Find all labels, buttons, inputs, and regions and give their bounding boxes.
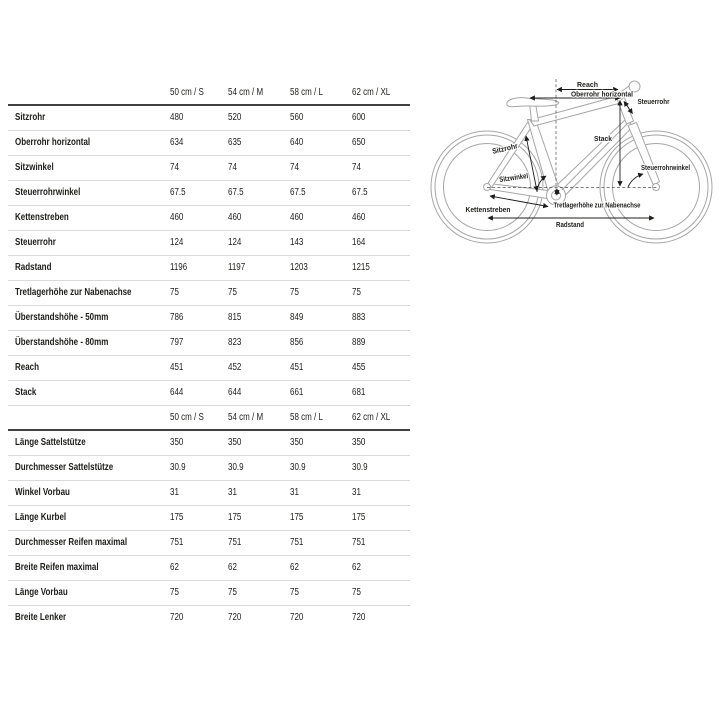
diagram-label-kettenstreben: Kettenstreben [465, 205, 511, 214]
spec-row [8, 430, 410, 455]
spec-row [8, 355, 410, 380]
spec-label: Überstandshöhe - 80mm [8, 330, 170, 355]
diagram-label-sitzwinkel: Sitzwinkel [498, 170, 536, 184]
spec-value: 175 [290, 505, 352, 530]
spec-value: 30.9 [228, 455, 290, 480]
size-header-cell: 58 cm / L [290, 80, 352, 105]
spec-value: 460 [228, 205, 290, 230]
spec-label: Überstandshöhe - 50mm [8, 305, 170, 330]
spec-value: 31 [228, 480, 290, 505]
spec-value: 635 [228, 130, 290, 155]
geometry-table [8, 80, 410, 630]
spec-row [8, 280, 410, 305]
spec-row [8, 230, 410, 255]
spec-row [8, 180, 410, 205]
spec-value: 75 [352, 580, 410, 605]
size-header-row [8, 80, 410, 105]
spec-value: 720 [352, 612, 366, 624]
spec-row [8, 455, 410, 480]
spec-value: 74 [170, 155, 228, 180]
spec-label: Steuerrohrwinkel [8, 180, 170, 205]
headtube [617, 95, 634, 124]
spec-value: 74 [228, 155, 290, 180]
size-header-row [8, 405, 410, 430]
bike-geometry-diagram [430, 60, 720, 250]
spec-row [8, 205, 410, 230]
spec-label: Radstand [8, 255, 170, 280]
diagram-label-stack: Stack [594, 134, 613, 143]
spec-value: 67.5 [290, 180, 352, 205]
size-header-cell: 62 cm / XL [352, 80, 410, 105]
spec-value: 75 [290, 580, 352, 605]
spec-label: Sitzwinkel [8, 155, 170, 180]
spec-value: 350 [352, 430, 410, 455]
spec-label: Kettenstreben [8, 205, 170, 230]
spec-value: 62 [170, 555, 228, 580]
spec-label: Breite Reifen maximal [8, 555, 170, 580]
spec-label: Sitzrohr [8, 105, 170, 130]
spec-value: 1203 [290, 255, 352, 280]
spec-value: 164 [352, 230, 410, 255]
size-header-cell: 62 cm / XL [352, 405, 410, 430]
size-header-cell: 50 cm / S [170, 405, 228, 430]
diagram-label-steuerrohrwinkel: Steuerrohrwinkel [641, 163, 690, 172]
spec-value: 751 [290, 530, 352, 555]
spec-value: 75 [290, 280, 352, 305]
spec-value: 31 [290, 480, 352, 505]
spec-label: Stack [8, 380, 170, 405]
spec-value: 62 [352, 555, 410, 580]
spec-row [8, 530, 410, 555]
spec-value: 75 [170, 580, 228, 605]
spec-value: 650 [352, 130, 410, 155]
spec-value: 175 [228, 505, 290, 530]
spec-value: 74 [352, 155, 410, 180]
spec-value: 31 [352, 480, 410, 505]
diagram-label-tretlagerhoehe: Tretlagerhöhe zur Nabenachse [553, 200, 641, 210]
spec-value: 460 [352, 205, 410, 230]
diagram-label-oberrohr: Oberrohr horizontal [571, 89, 633, 99]
size-header-empty-cell [8, 405, 170, 430]
spec-row [8, 380, 410, 405]
spec-row [8, 105, 410, 130]
spec-row [8, 505, 410, 530]
spec-row [8, 605, 410, 630]
spec-value: 451 [290, 355, 352, 380]
geometry-table-body [8, 80, 410, 630]
spec-row [8, 130, 410, 155]
diagram-label-radstand: Radstand [556, 220, 585, 229]
spec-label: Steuerrohr [8, 230, 170, 255]
spec-value: 124 [170, 230, 228, 255]
steuerrohrwinkel-arc [628, 174, 643, 187]
size-header-cell: 54 cm / M [228, 405, 290, 430]
spec-label: Länge Vorbau [8, 580, 170, 605]
spec-value: 661 [290, 380, 352, 405]
diagram-label-sitzrohr: Sitzrohr [491, 140, 521, 156]
spec-value: 460 [290, 205, 352, 230]
spec-value: 67.5 [228, 180, 290, 205]
spec-row [8, 255, 410, 280]
bb-axle [552, 191, 561, 200]
spec-label: Tretlagerhöhe zur Nabenachse [8, 280, 170, 305]
spec-value: 889 [352, 330, 410, 355]
size-header-cell: 54 cm / M [228, 80, 290, 105]
spec-label: Länge Kurbel [8, 505, 170, 530]
spec-value: 350 [228, 430, 290, 455]
spec-value: 175 [170, 505, 228, 530]
spec-value: 720 [170, 612, 184, 624]
front-hub [653, 184, 660, 191]
spec-value: 640 [290, 130, 352, 155]
spec-label: Durchmesser Reifen maximal [8, 530, 170, 555]
spec-value: 823 [228, 330, 290, 355]
spec-value: 75 [228, 580, 290, 605]
spec-value: 452 [228, 355, 290, 380]
spec-value: 1215 [352, 255, 410, 280]
spec-value: 350 [290, 430, 352, 455]
spec-value: 1196 [170, 255, 228, 280]
spec-row [8, 480, 410, 505]
spec-label: Oberrohr horizontal [8, 130, 170, 155]
spec-value: 751 [352, 530, 410, 555]
spec-value: 75 [228, 280, 290, 305]
spec-row [8, 555, 410, 580]
spec-row [8, 330, 410, 355]
spec-value: 644 [170, 380, 228, 405]
spec-value: 1197 [228, 255, 290, 280]
spec-value: 62 [290, 555, 352, 580]
spec-value: 560 [290, 105, 352, 130]
spec-value: 30.9 [170, 455, 228, 480]
spec-value: 751 [228, 530, 290, 555]
spec-value: 681 [352, 380, 410, 405]
diagram-label-steuerrohr: Steuerrohr [637, 97, 670, 106]
saddle [507, 98, 559, 107]
spec-value: 124 [228, 230, 290, 255]
seattube [528, 120, 561, 197]
spec-label: Winkel Vorbau [8, 480, 170, 505]
spec-row [8, 305, 410, 330]
spec-label: Reach [8, 355, 170, 380]
bike-frame-drawing [431, 81, 712, 243]
spec-value: 67.5 [352, 180, 410, 205]
spec-label: Länge Sattelstütze [8, 430, 170, 455]
spec-value: 74 [290, 155, 352, 180]
spec-value: 815 [228, 305, 290, 330]
spec-value: 30.9 [352, 455, 410, 480]
chainstay-tube [489, 184, 551, 200]
spec-value: 62 [228, 555, 290, 580]
spec-value: 30.9 [290, 455, 352, 480]
spec-row [8, 580, 410, 605]
spec-value: 451 [170, 355, 228, 380]
spec-value: 751 [170, 530, 228, 555]
spec-value: 856 [290, 330, 352, 355]
spec-value: 634 [170, 130, 228, 155]
spec-value: 460 [170, 205, 228, 230]
spec-value: 455 [352, 355, 410, 380]
spec-value: 644 [228, 380, 290, 405]
size-header-cell: 58 cm / L [290, 405, 352, 430]
size-header-cell: 50 cm / S [170, 80, 228, 105]
spec-value: 143 [290, 230, 352, 255]
spec-row [8, 155, 410, 180]
diagram-labels [466, 80, 691, 229]
spec-value: 67.5 [170, 180, 228, 205]
spec-value: 849 [290, 305, 352, 330]
rear-hub [484, 184, 491, 191]
spec-value: 480 [170, 105, 228, 130]
spec-value: 75 [352, 280, 410, 305]
spec-value: 600 [352, 105, 410, 130]
spec-value: 175 [352, 505, 410, 530]
spec-value: 786 [170, 305, 228, 330]
diagram-label-reach: Reach [577, 80, 599, 89]
spec-value: 520 [228, 105, 290, 130]
spec-value: 31 [170, 480, 228, 505]
spec-value: 720 [228, 612, 242, 624]
spec-value: 883 [352, 305, 410, 330]
spec-value: 350 [170, 430, 228, 455]
spec-label: Breite Lenker [15, 612, 67, 624]
spec-value: 797 [170, 330, 228, 355]
spec-value: 720 [290, 612, 304, 624]
spec-value: 75 [170, 280, 228, 305]
size-header-empty-cell [8, 80, 170, 105]
spec-label: Durchmesser Sattelstütze [8, 455, 170, 480]
